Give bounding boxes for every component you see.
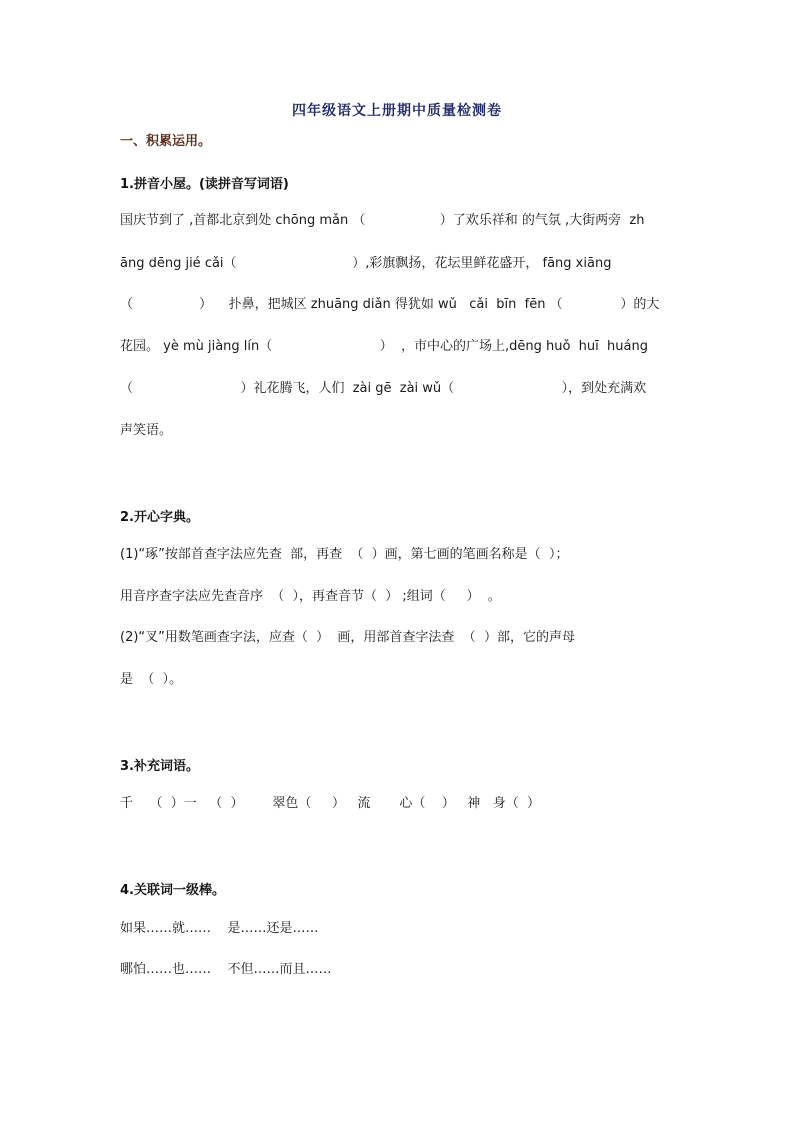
- question-1-line: 声笑语。: [120, 423, 173, 438]
- question-1-line: 花园。 yè mù jiàng lín（ ） ，市中心的广场上,dēng huǒ huī huáng: [120, 339, 648, 354]
- question-4-line: 哪怕……也…… 不但……而且……: [120, 962, 332, 977]
- question-2-line: (2)“叉”用数笔画查字法，应查（ ） 画，用部首查字法查 （ ）部，它的声母: [120, 630, 575, 645]
- question-2-line: (1)“琢”按部首查字法应先查 部，再查 （ ）画，第七画的笔画名称是（ ）；: [120, 547, 569, 562]
- question-1-line: （ ） 扑鼻，把城区 zhuāng diǎn 得犹如 wǔ cǎi bīn fēn （ ）的大: [120, 297, 660, 312]
- question-4-line: 如果……就…… 是……还是……: [120, 921, 319, 936]
- question-3-heading: 3.补充词语。: [120, 759, 199, 774]
- exam-title: 四年级语文上册期中质量检测卷: [292, 103, 502, 119]
- section-heading: 一、积累运用。: [120, 134, 212, 149]
- question-2-heading: 2.开心字典。: [120, 510, 199, 525]
- question-1-heading: 1.拼音小屋。(读拼音写词语): [120, 177, 289, 192]
- question-4-heading: 4.关联词一级棒。: [120, 883, 225, 898]
- question-1-line: āng dēng jié cǎi（ ）,彩旗飘扬，花坛里鲜花盛开， fāng xiāng: [120, 256, 612, 271]
- question-1-line: （ ）礼花腾飞，人们 zài gē zài wǔ（ ），到处充满欢: [120, 381, 647, 396]
- question-3-line: 千 （ ）一 （ ） 翠色（ ） 流 心（ ） 神 身（ ）: [120, 796, 540, 811]
- question-1-line: 国庆节到了 ,首都北京到处 chōng mǎn （ ）了欢乐祥和 的气氛 ,大街两旁 zh: [120, 213, 645, 228]
- question-2-line: 是 （ ）。: [120, 672, 183, 687]
- question-2-line: 用音序查字法应先查音序 （ ），再查音节（ ） ;组词（ ） 。: [120, 589, 501, 604]
